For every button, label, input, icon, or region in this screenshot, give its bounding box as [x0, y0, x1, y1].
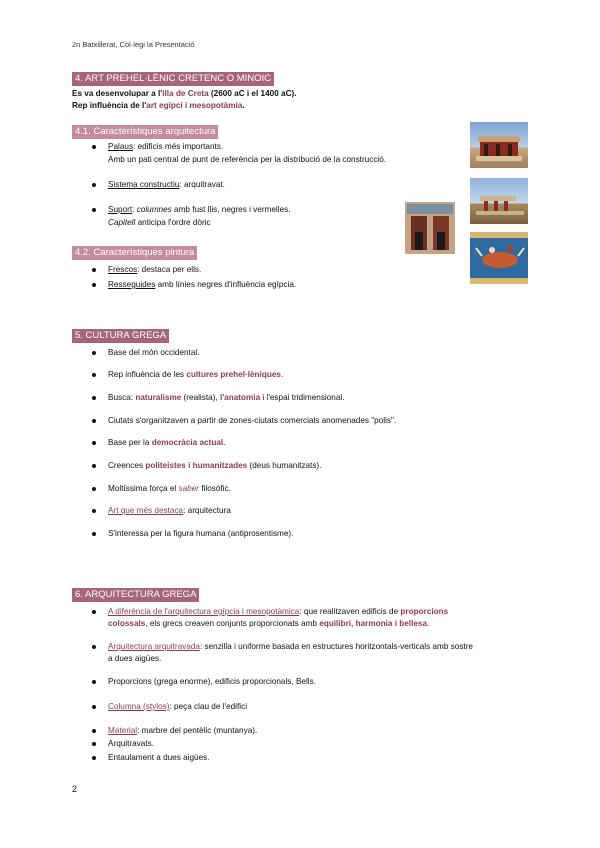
s5-item-7: Moltíssima força el saber filosòfic. — [108, 484, 231, 493]
bullet — [92, 351, 96, 355]
bullet — [92, 208, 96, 212]
bullet — [92, 645, 96, 649]
s5-item-3: Busca: naturalisme (realista), l'anatomia i l'espai tridimensional. — [108, 393, 345, 402]
bullet — [92, 509, 96, 513]
s5-item-2: Rep influència de les cultures prehel·lèniques. — [108, 370, 284, 379]
s5-item-8: Art que més destaca: arquitectura — [108, 506, 231, 515]
s4-intro-1: Es va desenvolupar a l'illa de Creta (2600 aC i el 1400 aC). — [72, 89, 297, 98]
bullet — [92, 487, 96, 491]
bullet — [92, 680, 96, 684]
bullet — [92, 183, 96, 187]
s6-item-1-line-2: colossals, els grecs creaven conjunts proporcionats amb equilibri, harmonia i bellesa. — [108, 619, 430, 628]
subsection-4-2-title: 4.2. Característiques pintura — [72, 246, 197, 260]
bullet — [92, 756, 96, 760]
palaus-line-2: Amb un pati central de punt de referència per la distribució de la construcció. — [108, 155, 387, 164]
knossos-ruins-image — [470, 178, 528, 224]
page-number: 2 — [72, 784, 78, 794]
s6-item-5: Material: marbre del pentèlic (muntanya). — [108, 726, 258, 735]
bullet — [92, 419, 96, 423]
s5-item-6: Creences politeistes i humanitzades (deus humanitzats). — [108, 461, 322, 470]
bullet — [92, 532, 96, 536]
sistema-item: Sistema constructiu: arquitravat. — [108, 180, 225, 189]
bullet — [92, 268, 96, 272]
bullet — [92, 742, 96, 746]
throne-room-image — [405, 202, 455, 254]
s6-item-2: Arquitectura arquitravada: senzilla i uniforme basada en estructures horitzontals-verticals amb sostre — [108, 642, 473, 651]
suport-item: Suport: columnes amb fust llis, negres i vermelles. — [108, 205, 291, 214]
section-6-title: 6. ARQUITECTURA GREGA — [72, 588, 199, 602]
bullet — [92, 145, 96, 149]
s6-item-7: Entaulament a dues aigües. — [108, 753, 210, 762]
s6-item-2-line-2: a dues aigües. — [108, 654, 162, 663]
palaus-item: Palaus: edificis més importants. — [108, 142, 224, 151]
section-5-title: 5. CULTURA GREGA — [72, 329, 169, 343]
bullet — [92, 610, 96, 614]
s5-item-4: Ciutats s'organitzaven a partir de zones-ciutats comercials anomenades "polis". — [108, 416, 397, 425]
s6-item-6: Arquitravats. — [108, 739, 154, 748]
page-header: 2n Batxillerat, Col·legi la Presentació — [72, 40, 195, 49]
knossos-palace-image — [470, 122, 528, 168]
bullet — [92, 705, 96, 709]
subsection-4-1-title: 4.1. Característiques arquitectura — [72, 125, 218, 139]
s6-item-3: Proporcions (grega enorme), edificis proporcionals, Bells. — [108, 677, 316, 686]
bullet — [92, 729, 96, 733]
s5-item-1: Base del món occidental. — [108, 348, 200, 357]
bullet — [92, 283, 96, 287]
bullet — [92, 396, 96, 400]
resseguides-item: Resseguides amb línies negres d'influència egípcia. — [108, 280, 297, 289]
s6-item-4: Columna (stylos): peça clau de l'edifici — [108, 702, 248, 711]
s5-item-5: Base per la democràcia actual. — [108, 438, 226, 447]
section-4-title: 4. ART PREHEL·LÈNIC CRETENC O MINOIC — [72, 72, 274, 86]
bullet — [92, 373, 96, 377]
s5-item-9: S'interessa per la figura humana (antiprosentisme). — [108, 529, 294, 538]
bullet — [92, 441, 96, 445]
s6-item-1: A diferència de l'arquitectura egípcia i mesopotàmica: que realitzaven edificis de proporcions — [108, 607, 449, 616]
bullet — [92, 464, 96, 468]
bull-leaping-fresco-image — [470, 232, 528, 284]
frescos-item: Frescos: destaca per ells. — [108, 265, 202, 274]
s4-intro-2: Rep influència de l'art egipci i mesopotàmia. — [72, 101, 245, 110]
capitell-line: Capitell anticipa l'ordre dòric — [108, 218, 211, 227]
